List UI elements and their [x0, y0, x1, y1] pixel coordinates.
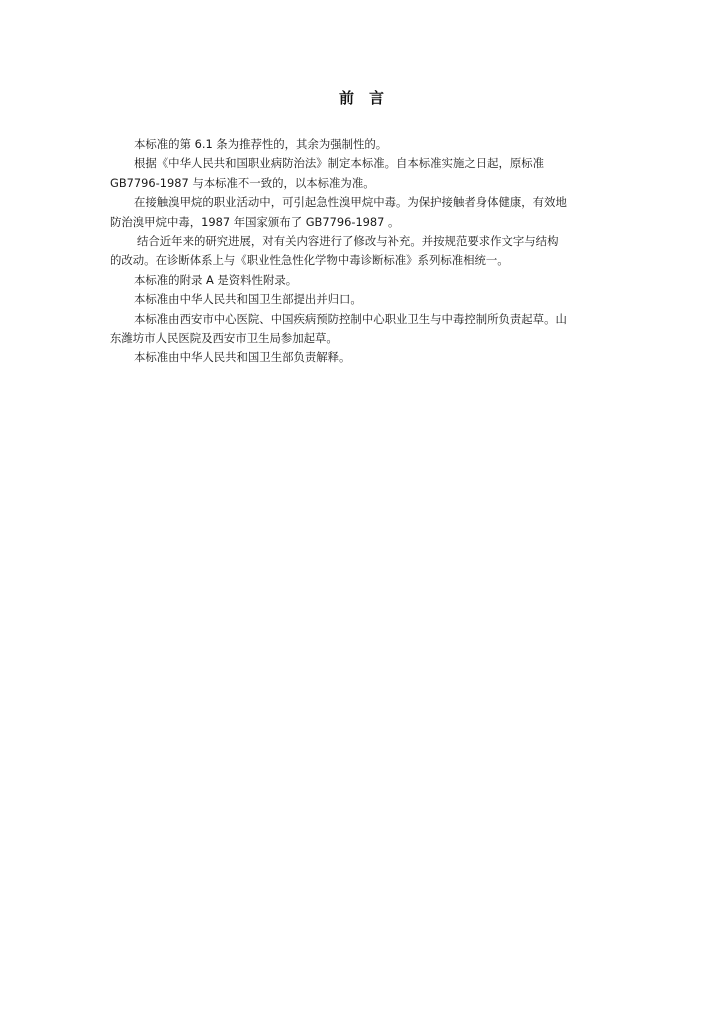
paragraph-recommended-clause: 本标准的第 6.1 条为推荐性的，其余为强制性的。	[134, 137, 388, 151]
paragraph-proposed-by: 本标准由中华人民共和国卫生部提出并归口。	[134, 292, 362, 307]
paragraph-revision: 结合近年来的研究进展，对有关内容进行了修改与补充。并按规范要求作文字与结构	[137, 234, 559, 249]
title-char-2: 言	[369, 89, 386, 107]
paragraph-drafted-by-cont: 东潍坊市人民医院及西安市卫生局参加起草。	[110, 331, 338, 346]
paragraph-background-cont: 防治溴甲烷中毒，1987 年国家颁布了 GB7796-1987 。	[110, 214, 400, 229]
page-title	[0, 88, 724, 108]
paragraph-appendix: 本标准的附录 A 是资料性附录。	[134, 272, 298, 287]
preface-body	[110, 135, 616, 368]
paragraph-revision-cont: 的改动。在诊断体系上与《职业性急性化学物中毒诊断标准》系列标准相统一。	[110, 253, 509, 268]
title-char-1: 前	[338, 89, 355, 107]
paragraph-legal-basis-cont: GB7796-1987 与本标准不一致的，以本标准为准。	[110, 175, 375, 190]
paragraph-interpretation: 本标准由中华人民共和国卫生部负责解释。	[134, 350, 351, 365]
paragraph-background: 在接触溴甲烷的职业活动中，可引起急性溴甲烷中毒。为保护接触者身体健康，有效地	[134, 195, 567, 210]
paragraph-drafted-by: 本标准由西安市中心医院、中国疾病预防控制中心职业卫生与中毒控制所负责起草。山	[134, 311, 567, 326]
paragraph-legal-basis: 根据《中华人民共和国职业病防治法》制定本标准。自本标准实施之日起，原标准	[134, 156, 545, 171]
